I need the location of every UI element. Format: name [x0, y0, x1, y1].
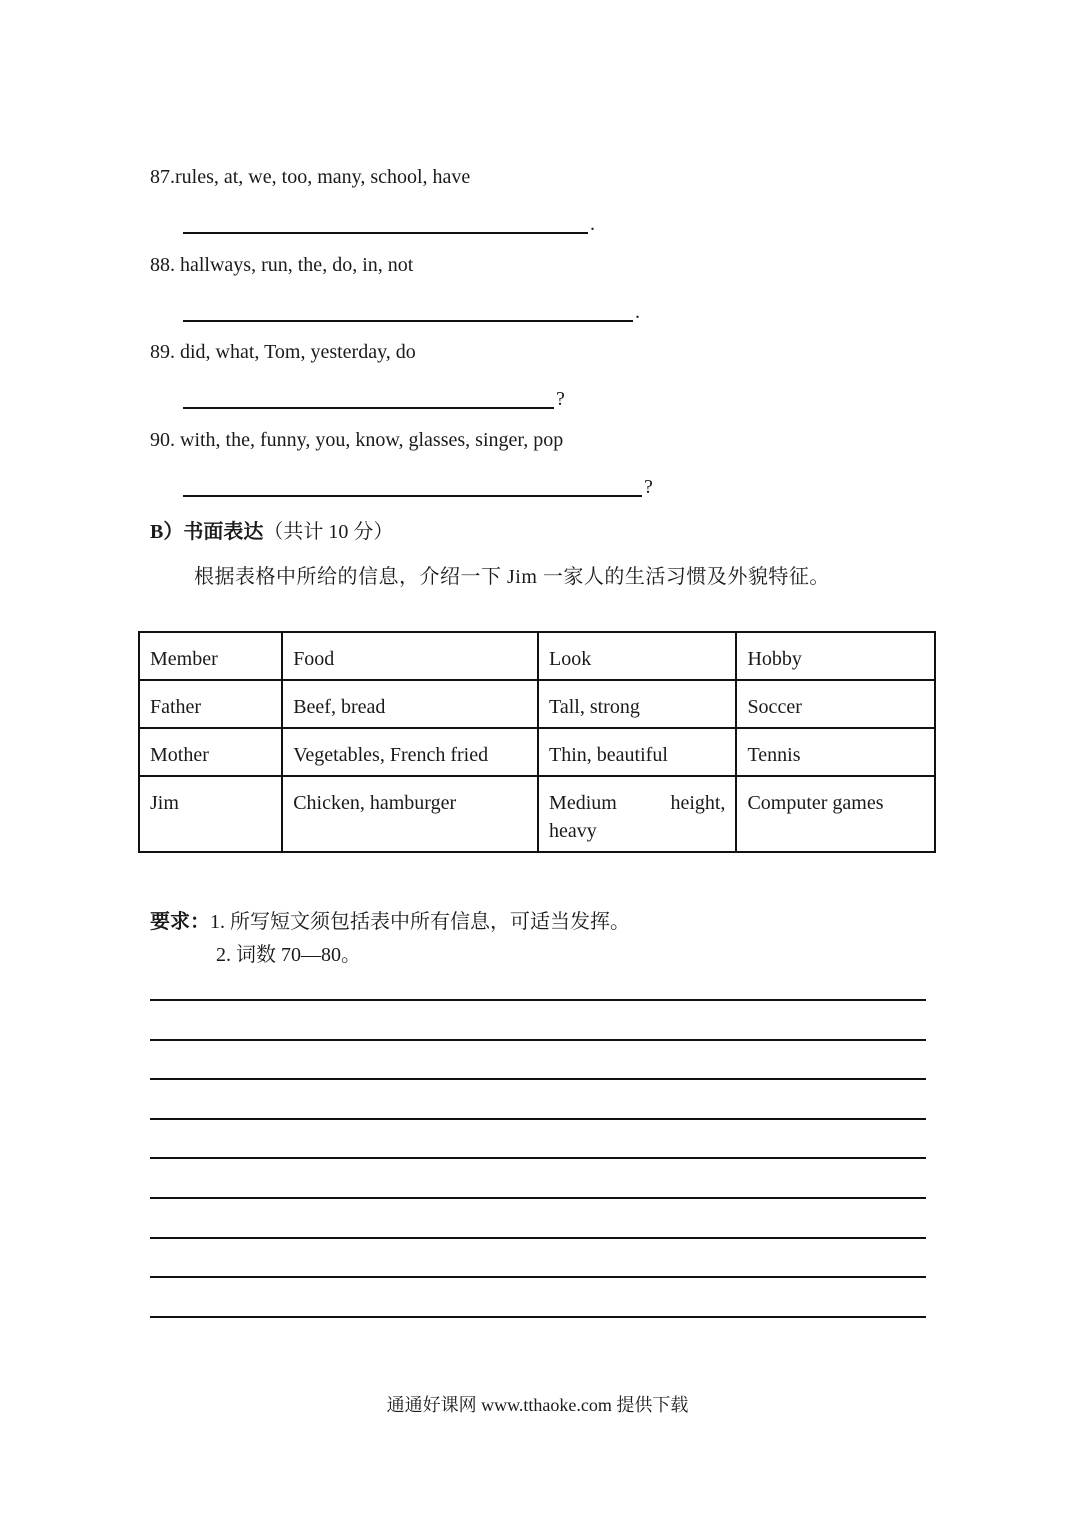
- answer-line-89[interactable]: [183, 385, 565, 409]
- requirements: [150, 905, 630, 934]
- table-cell: Medium height, heavy: [538, 776, 736, 852]
- question-90-words: 90. with, the, funny, you, know, glasses, singer, pop: [150, 429, 564, 451]
- answer-line-90[interactable]: [183, 473, 653, 497]
- section-b-title: [150, 515, 393, 544]
- table-header-cell: Look: [538, 632, 736, 680]
- section-b-label: B）书面表达: [150, 521, 264, 543]
- table-header-cell: Member: [139, 632, 282, 680]
- answer-line-87[interactable]: [183, 210, 595, 234]
- question-87-words: 87.rules, at, we, too, many, school, have: [150, 166, 471, 188]
- table-cell: Soccer: [736, 680, 935, 728]
- table-row: [139, 728, 935, 776]
- table-cell: Chicken, hamburger: [282, 776, 538, 852]
- writing-line[interactable]: [150, 1118, 926, 1120]
- writing-line[interactable]: [150, 1237, 926, 1239]
- answer-blank[interactable]: [183, 473, 642, 497]
- requirements-label: 要求：: [150, 911, 210, 933]
- table-cell: Vegetables, French fried: [282, 728, 538, 776]
- writing-line[interactable]: [150, 1078, 926, 1080]
- question-88-words: 88. hallways, run, the, do, in, not: [150, 254, 414, 276]
- section-b-instruction: 根据表格中所给的信息，介绍一下 Jim 一家人的生活习惯及外貌特征。: [194, 566, 830, 588]
- answer-punctuation: ?: [644, 476, 653, 498]
- question-89-words: 89. did, what, Tom, yesterday, do: [150, 341, 416, 363]
- table-header-cell: Hobby: [736, 632, 935, 680]
- table-row: [139, 776, 935, 852]
- table-cell: Thin, beautiful: [538, 728, 736, 776]
- table-cell: Tall, strong: [538, 680, 736, 728]
- requirement-item-1: 1. 所写短文须包括表中所有信息，可适当发挥。: [210, 911, 630, 933]
- page-footer: 通通好课网 www.tthaoke.com 提供下载: [386, 1395, 689, 1415]
- table-cell: Beef, bread: [282, 680, 538, 728]
- table-cell: Tennis: [736, 728, 935, 776]
- table-header-row: [139, 632, 935, 680]
- writing-line[interactable]: [150, 1157, 926, 1159]
- writing-line[interactable]: [150, 1039, 926, 1041]
- writing-line[interactable]: [150, 1197, 926, 1199]
- table-row: [139, 680, 935, 728]
- writing-line[interactable]: [150, 1316, 926, 1318]
- requirement-item-2: 2. 词数 70—80。: [216, 944, 361, 966]
- table-header-cell: Food: [282, 632, 538, 680]
- answer-punctuation: .: [590, 213, 595, 235]
- table-cell: Father: [139, 680, 282, 728]
- table-cell: Jim: [139, 776, 282, 852]
- writing-line[interactable]: [150, 999, 926, 1001]
- answer-blank[interactable]: [183, 385, 554, 409]
- answer-blank[interactable]: [183, 298, 633, 322]
- family-info-table: [138, 631, 936, 853]
- answer-line-88[interactable]: [183, 298, 640, 322]
- writing-line[interactable]: [150, 1276, 926, 1278]
- answer-punctuation: .: [635, 301, 640, 323]
- answer-punctuation: ?: [556, 388, 565, 410]
- section-b-points: （共计 10 分）: [263, 521, 394, 543]
- answer-blank[interactable]: [183, 210, 588, 234]
- table-cell: Computer games: [736, 776, 935, 852]
- table-cell: Mother: [139, 728, 282, 776]
